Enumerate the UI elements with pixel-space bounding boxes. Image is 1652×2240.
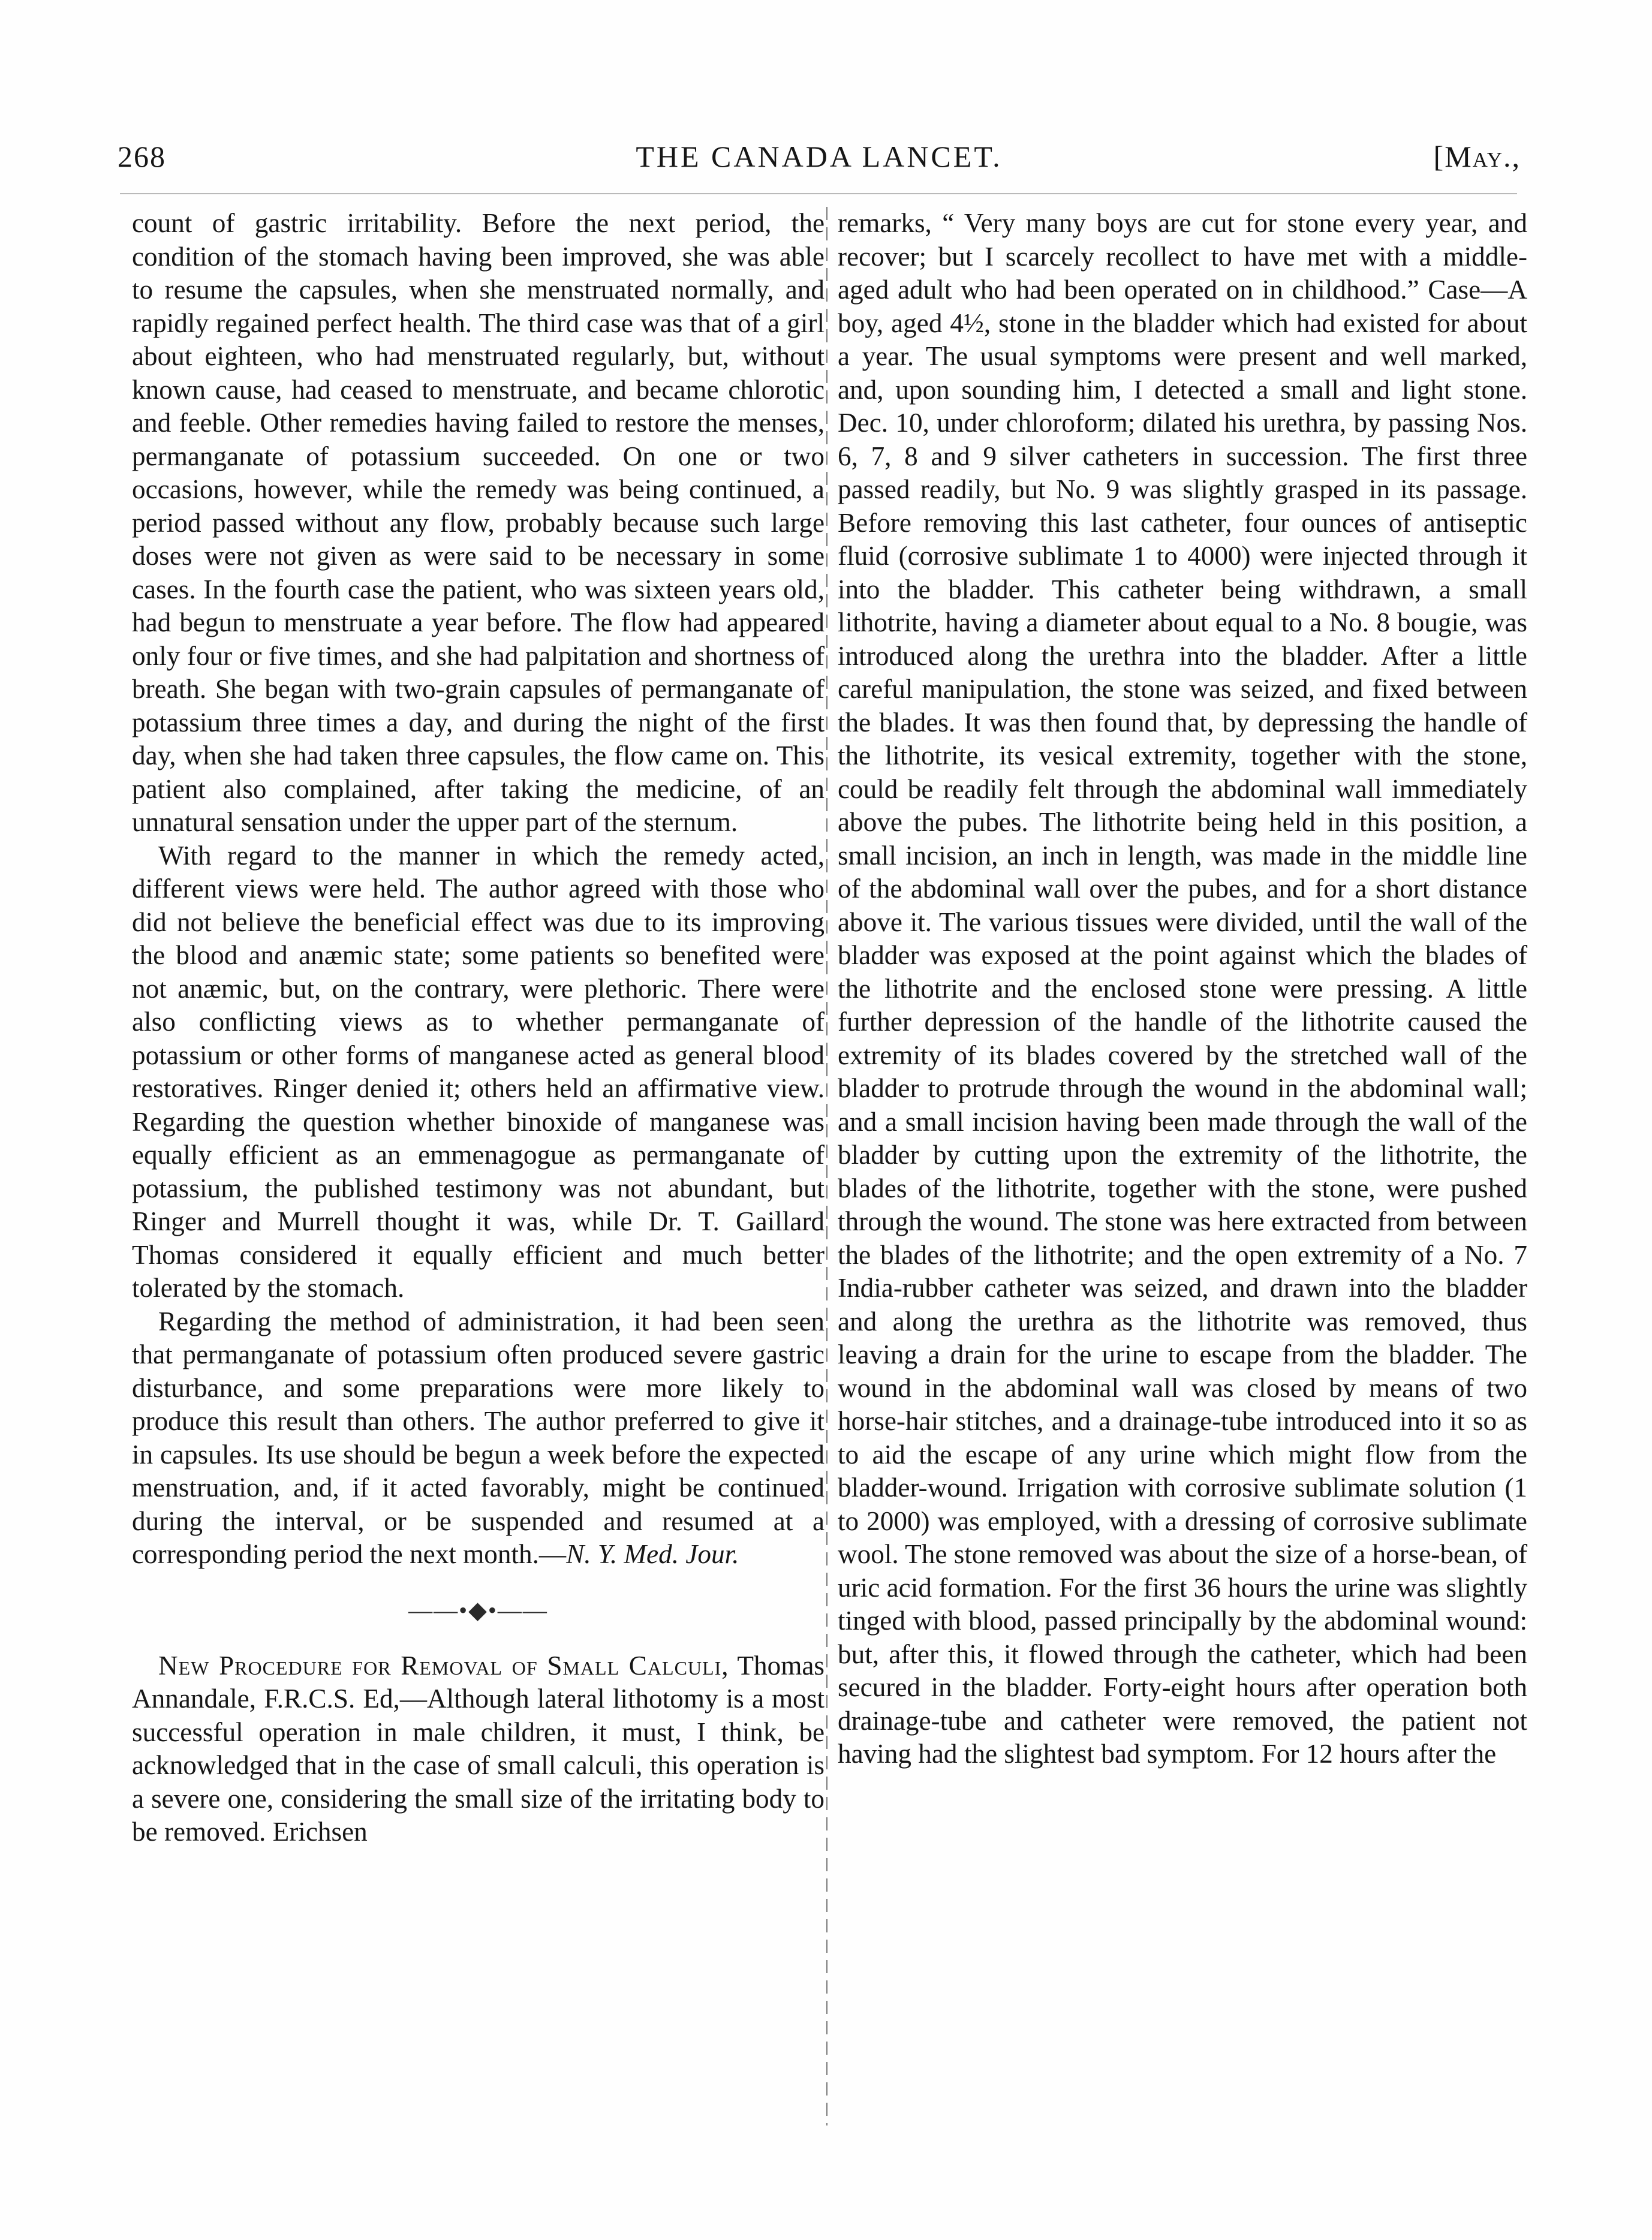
header-rule (120, 193, 1517, 194)
section-separator: ——•◆•—— (408, 1596, 548, 1624)
left-paragraph-1: count of gastric irritability. Before the next period, the condition of the stomach having been improved, she was able to resume the capsules, when she menstruated normally, and rapidly regained perfect health. The third case was that of a girl about eighteen, who had menstruated regularly, but, without known cause, had ceased to menstruate, and became chlorotic and feeble. Other remedies having failed to restore the menses, permanganate of potassium succeeded. On one or two occasions, however, while the remedy was being continued, a period passed without any flow, probably because such large doses were not given as were said to be necessary in some cases. In the fourth case the patient, who was sixteen years old, had begun to menstruate a year before. The flow had appeared only four or five times, and she had palpitation and shortness of breath. She began with two-grain capsules of permanganate of potassium three times a day, and during the night of the first day, when she had taken three capsules, the flow came on. This patient also complained, after taking the medicine, of an unnatural sensation under the upper part of the sternum. (132, 208, 825, 837)
right-column (838, 207, 1527, 1771)
journal-title: THE CANADA LANCET. (636, 140, 1003, 173)
page-number: 268 (118, 140, 166, 173)
left-paragraph-3 (132, 1305, 825, 1571)
source-citation: N. Y. Med. Jour. (566, 1539, 739, 1569)
issue-month: [May., (1433, 140, 1521, 173)
column-divider (826, 207, 827, 2125)
right-paragraph-1: remarks, “ Very many boys are cut for stone every year, and recover; but I scarcely recollect to have met with a middle-aged adult who had been operated on in childhood.” Case—A boy, aged 4½, stone in the bladder which had existed for about a year. The usual symptoms were present and well marked, and, upon sounding him, I detected a small and light stone. Dec. 10, under chloroform; dilated his urethra, by passing Nos. 6, 7, 8 and 9 silver catheters in succession. The first three passed readily, but No. 9 was slightly grasped in its passage. Before removing this last catheter, four ounces of antiseptic fluid (corrosive sublimate 1 to 4000) were injected through it into the bladder. This catheter being withdrawn, a small lithotrite, having a diameter about equal to a No. 8 bougie, was introduced along the urethra into the bladder. After a little careful manipulation, the stone was seized, and fixed between the blades. It was then found that, by depressing the handle of the lithotrite, its vesical extremity, together with the stone, could be readily felt through the abdominal wall immediately above the pubes. The lithotrite being held in this position, a small incision, an inch in length, was made in the middle line of the abdominal wall over the pubes, and for a short distance above it. The various tissues were divided, until the wall of the bladder was exposed at the point against which the blades of the lithotrite and the enclosed stone were pressing. A little further depression of the handle of the lithotrite caused the extremity of its blades covered by the stretched wall of the bladder to protrude through the wound in the abdominal wall; and a small incision having been made through the wall of the bladder by cutting upon the extremity of the lithotrite, the blades of the lithotrite, together with the stone, were pushed through the wound. The stone was here extracted from between the blades of the lithotrite; and the open extremity of a No. 7 India-rubber catheter was seized, and drawn into the bladder and along the urethra as the lithotrite was removed, thus leaving a drain for the urine to escape from the bladder. The wound in the abdominal wall was closed by means of two horse-hair stitches, and a drainage-tube introduced into it so as to aid the escape of any urine which might flow from the bladder-wound. Irrigation with corrosive sublimate solution (1 to 2000) was employed, with a dressing of corrosive sublimate wool. The stone removed was about the size of a horse-bean, of uric acid formation. For the first 36 hours the urine was slightly tinged with blood, passed principally by the abdominal wound: but, after this, it flowed through the catheter, which had been secured in the bladder. Forty-eight hours after operation both drainage-tube and catheter were removed, the patient not having had the slightest bad symptom. For 12 hours after the (838, 208, 1527, 1769)
section-body: Thomas Annandale, F.R.C.S. Ed,—Although lateral lithotomy is a most successful operation in male children, it must, I think, be acknowledged that in the case of small calculi, this operation is a severe one, considering the small size of the irritating body to be removed. Erichsen (132, 1650, 825, 1847)
left-column (132, 207, 825, 1849)
section-title: New Procedure for Removal of Small Calculi, (158, 1650, 729, 1681)
left-paragraph-2: With regard to the manner in which the remedy acted, different views were held. The author agreed with those who did not believe the beneficial effect was due to its improving the blood and anæmic state; some patients so benefited were not anæmic, but, on the contrary, were plethoric. There were also conflicting views as to whether permanganate of potassium or other forms of manganese acted as general blood restoratives. Ringer denied it; others held an affirmative view. Regarding the question whether binoxide of manganese was equally efficient as an emmenagogue as permanganate of potassium, the published testimony was not abundant, but Ringer and Murrell thought it was, while Dr. T. Gaillard Thomas considered it equally efficient and much better tolerated by the stomach. (132, 840, 825, 1303)
section-paragraph (132, 1649, 825, 1849)
left-paragraph-3-text: Regarding the method of administration, it had been seen that permanganate of potassium often produced severe gastric disturbance, and some preparations were more likely to produce this result than others. The author preferred to give it in capsules. Its use should be begun a week before the expected menstruation, and, if it acted favorably, might be continued during the interval, or be suspended and resumed at a corresponding period the next month.— (132, 1306, 825, 1569)
running-head (118, 139, 1521, 182)
